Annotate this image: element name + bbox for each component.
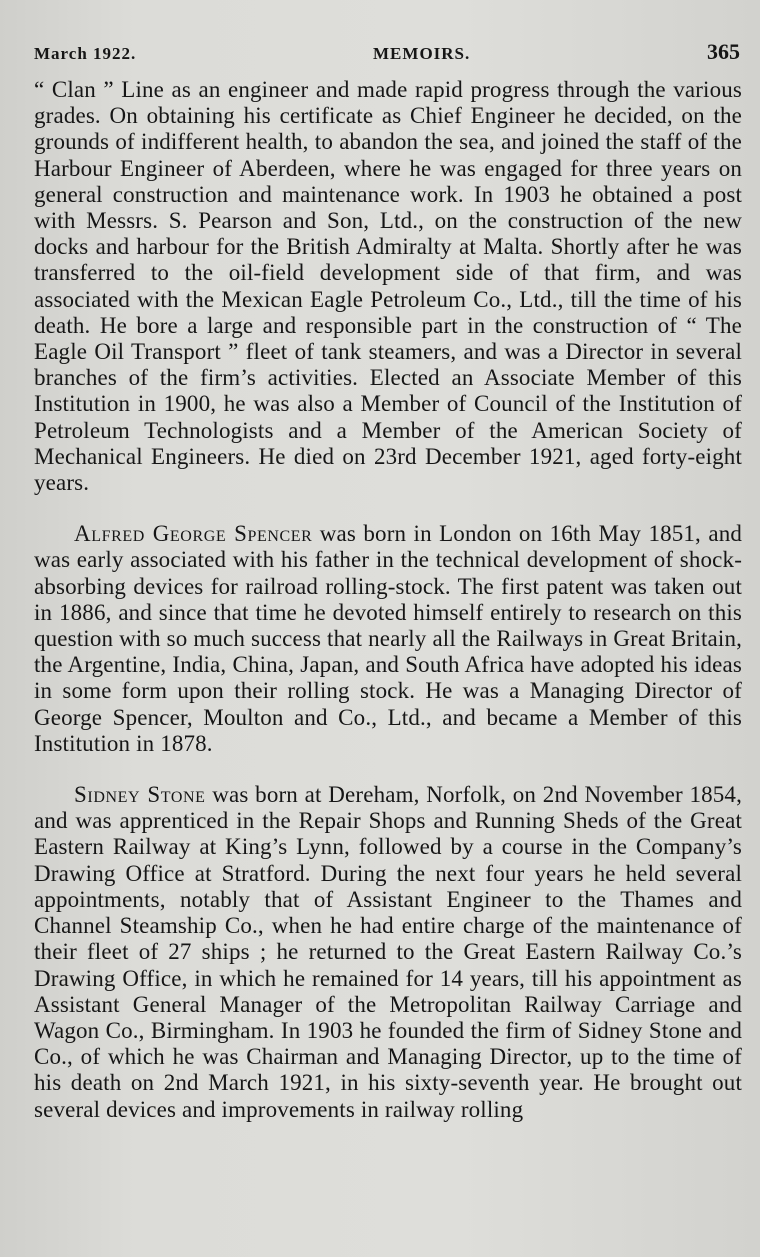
header-date: March 1922. (34, 44, 137, 63)
page-number: 365 (706, 39, 740, 64)
memoir-paragraph-stone (34, 782, 742, 1123)
paragraph-text: was born in London on 16th May 1851, and was early associated with his father in the technical development of shock-absorbing devices for railroad rolling-stock. The first patent was taken out in 1886, and since that time he devoted himself entirely to research on this question with so much success that nearly all the Railways in Great Britain, the Argentine, India, China, Japan, and South Africa have adopted his ideas in some form upon their rolling stock. He was a Managing Director of George Spencer, Moulton and Co., Ltd., and became a Member of this Institution in 1878. (34, 521, 742, 756)
memoir-subject-name: Sidney Stone (74, 782, 206, 808)
memoir-subject-name: Alfred George Spencer (74, 521, 313, 547)
paragraph-text: was born at Dereham, Norfolk, on 2nd November 1854, and was apprenticed in the Repair Shops and Running Sheds of the Great Eastern Railway at King’s Lynn, followed by a course in the Company’s Drawing Office at Stratford. During the next four years he held several appointments, notably that of Assistant Engineer to the Thames and Channel Steamship Co., when he had entire charge of the maintenance of their fleet of 27 ships ; he returned to the Great Eastern Railway Co.’s Drawing Office, in which he remained for 14 years, till his appointment as Assistant General Manager of the Metropolitan Railway Carriage and Wagon Co., Birmingham. In 1903 he founded the firm of Sidney Stone and Co., of which he was Chairman and Managing Director, up to the time of his death on 2nd March 1921, in his sixty-seventh year. He brought out several devices and improvements in railway rolling (34, 782, 742, 1122)
paragraph-text: “ Clan ” Line as an engineer and made rapid progress through the various grades. On obtaining his certificate as Chief Engineer he decided, on the grounds of indifferent health, to abandon the sea, and joined the staff of the Harbour Engineer of Aberdeen, where he was engaged for three years on general construction and maintenance work. In 1903 he obtained a post with Messrs. S. Pearson and Son, Ltd., on the construction of the new docks and harbour for the British Admiralty at Malta. Shortly after he was transferred to the oil-field development side of that firm, and was associated with the Mexican Eagle Petroleum Co., Ltd., till the time of his death. He bore a large and responsible part in the construction of “ The Eagle Oil Transport ” fleet of tank steamers, and was a Director in several branches of the firm’s activities. Elected an Associate Member of this Institution in 1900, he was also a Member of Council of the Institution of Petroleum Technologists and a Member of the American Society of Mechanical Engineers. He died on 23rd December 1921, aged forty-eight years. (34, 77, 742, 496)
header-section-title: MEMOIRS. (373, 44, 471, 63)
running-header (34, 39, 742, 65)
memoir-paragraph-spencer (34, 521, 742, 757)
memoir-paragraph-continued (34, 77, 742, 496)
